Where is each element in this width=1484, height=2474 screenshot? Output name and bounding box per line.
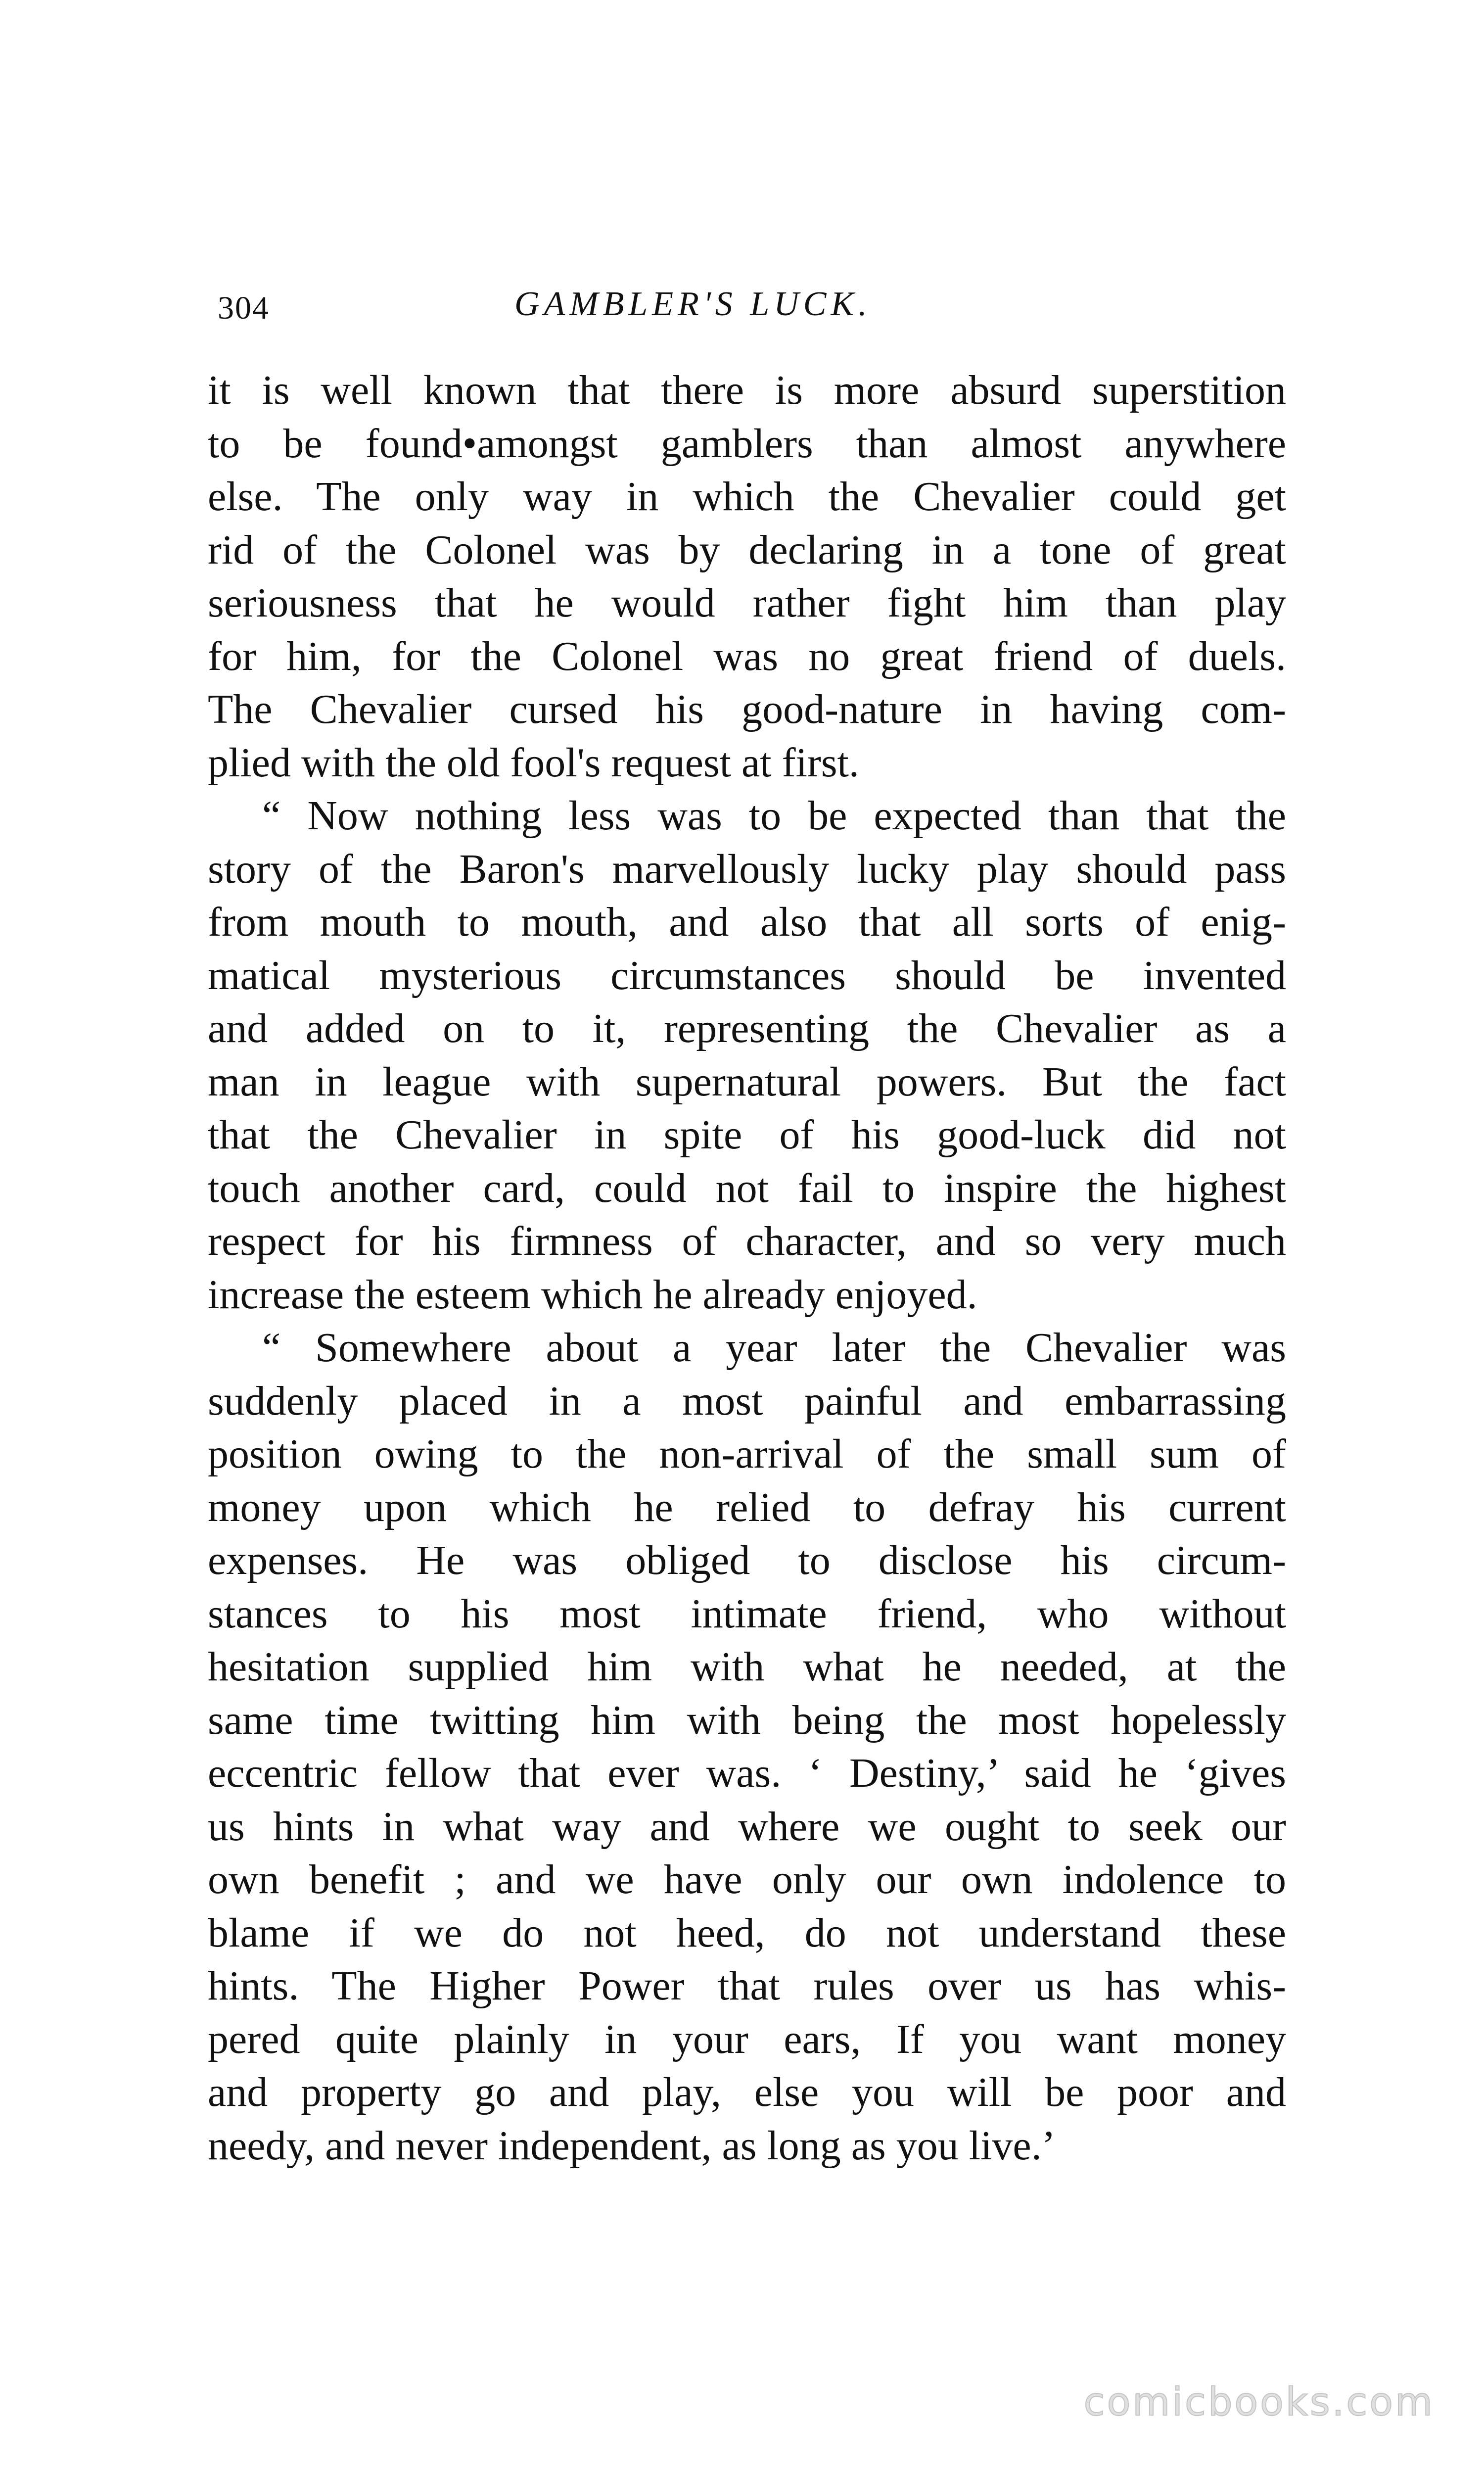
text-line: hesitation supplied him with what he needed, at the (208, 1644, 1286, 1690)
text-line: eccentric fellow that ever was. ‘ Destiny,’ said he ‘gives (208, 1750, 1286, 1796)
text-line: plied with the old fool's request at first. (208, 739, 859, 786)
text-line: increase the esteem which he already enjoyed. (208, 1271, 977, 1318)
text-line: matical mysterious circumstances should be invented (208, 952, 1286, 999)
text-line: us hints in what way and where we ought to seek our (208, 1803, 1286, 1850)
text-line: story of the Baron's marvellously lucky play should pass (208, 846, 1286, 892)
paragraph-start-line: “ Now nothing less was to be expected than that the (262, 793, 1286, 839)
text-line: pered quite plainly in your ears, If you want money (208, 2016, 1286, 2062)
paragraph-start-line: “ Somewhere about a year later the Chevalier was (262, 1325, 1286, 1371)
text-line: rid of the Colonel was by declaring in a tone of great (208, 526, 1286, 573)
running-title: GAMBLER'S LUCK. (514, 285, 872, 323)
text-line: man in league with supernatural powers. But the fact (208, 1058, 1286, 1105)
text-line: respect for his firmness of character, and so very much (208, 1218, 1286, 1264)
text-line: blame if we do not heed, do not understand these (208, 1909, 1286, 1956)
body-text (208, 364, 1286, 2172)
watermark: comicbooks.com (1083, 2380, 1435, 2425)
text-line: for him, for the Colonel was no great friend of duels. (208, 633, 1286, 679)
text-line: own benefit ; and we have only our own indolence to (208, 1856, 1286, 1903)
text-line: from mouth to mouth, and also that all sorts of enig- (208, 899, 1286, 945)
page-number: 304 (218, 290, 270, 326)
text-line: hints. The Higher Power that rules over us has whis- (208, 1963, 1286, 2009)
text-line: it is well known that there is more absurd superstition (208, 367, 1286, 413)
text-line: needy, and never independent, as long as you live.’ (208, 2122, 1056, 2169)
running-head (208, 285, 1286, 344)
text-line: position owing to the non-arrival of the small sum of (208, 1431, 1286, 1477)
text-line: to be found•amongst gamblers than almost anywhere (208, 420, 1286, 467)
text-line: same time twitting him with being the most hopelessly (208, 1697, 1286, 1743)
text-line: and added on to it, representing the Chevalier as a (208, 1005, 1286, 1051)
text-line: money upon which he relied to defray his current (208, 1484, 1286, 1530)
text-line: stances to his most intimate friend, who without (208, 1590, 1286, 1637)
text-line: and property go and play, else you will be poor and (208, 2069, 1286, 2115)
text-line: suddenly placed in a most painful and embarrassing (208, 1378, 1286, 1424)
text-line: touch another card, could not fail to inspire the highest (208, 1165, 1286, 1211)
text-line: seriousness that he would rather fight him than play (208, 580, 1286, 626)
text-line: that the Chevalier in spite of his good-luck did not (208, 1112, 1286, 1158)
text-line: expenses. He was obliged to disclose his circum- (208, 1537, 1286, 1583)
text-line: else. The only way in which the Chevalier could get (208, 474, 1286, 520)
text-line: The Chevalier cursed his good-nature in having com- (208, 686, 1286, 732)
